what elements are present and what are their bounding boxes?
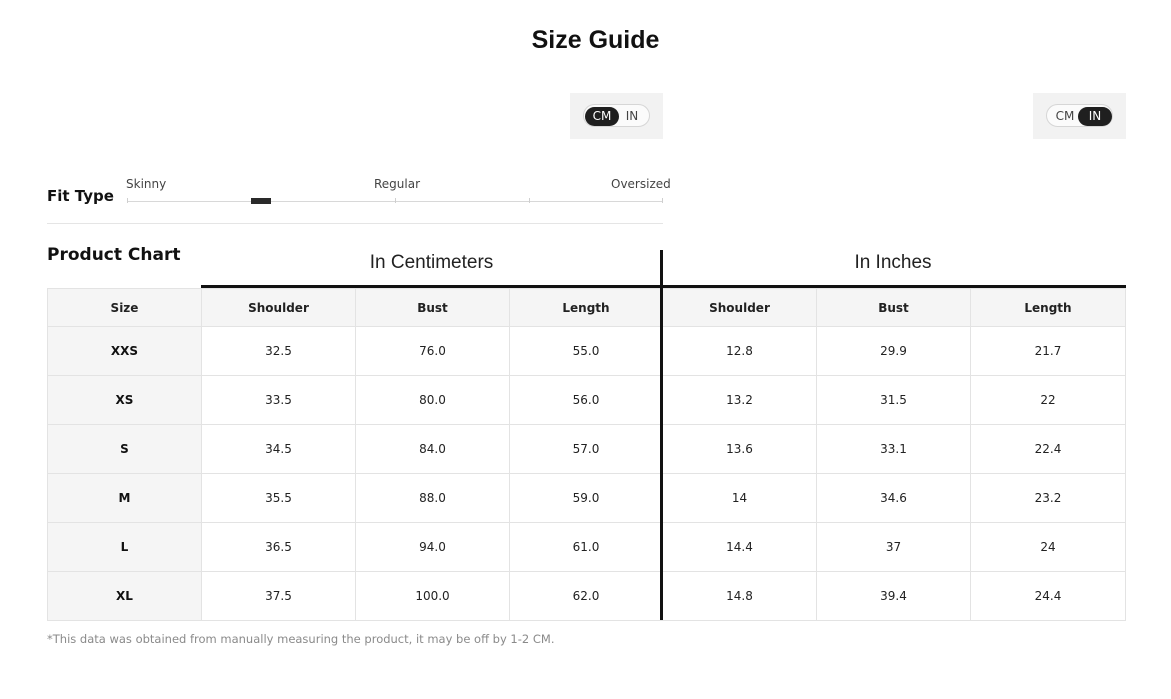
length-in-cell: 21.7	[971, 327, 1126, 376]
fit-tick	[662, 198, 663, 203]
column-header-shoulder-in: Shoulder	[663, 289, 817, 327]
length-cm-cell: 56.0	[510, 376, 663, 425]
bust-cm-cell: 80.0	[356, 376, 510, 425]
fit-slider-indicator	[251, 198, 271, 204]
fit-option-skinny: Skinny	[126, 177, 167, 191]
unit-panel-inches	[1033, 93, 1126, 139]
shoulder-cm-cell: 32.5	[202, 327, 356, 376]
table-row	[48, 523, 1126, 572]
fit-tick	[395, 198, 396, 203]
size-cell: XS	[48, 376, 202, 425]
length-cm-cell: 59.0	[510, 474, 663, 523]
unit-option-cm[interactable]: CM	[585, 107, 619, 126]
column-header-length-in: Length	[971, 289, 1126, 327]
unit-option-in[interactable]: IN	[625, 109, 639, 123]
centimeters-heading: In Centimeters	[369, 252, 494, 273]
unit-toggle-inches[interactable]	[1046, 104, 1113, 127]
bust-cm-cell: 76.0	[356, 327, 510, 376]
bust-in-cell: 31.5	[817, 376, 971, 425]
unit-option-cm[interactable]: CM	[1055, 109, 1075, 123]
column-header-bust-in: Bust	[817, 289, 971, 327]
product-chart-label: Product Chart	[47, 245, 181, 265]
bust-in-cell: 39.4	[817, 572, 971, 621]
measurement-footnote: *This data was obtained from manually measuring the product, it may be off by 1-2 CM.	[47, 632, 555, 646]
column-header-bust-cm: Bust	[356, 289, 510, 327]
table-row	[48, 327, 1126, 376]
fit-tick	[529, 198, 530, 203]
shoulder-in-cell: 14.8	[663, 572, 817, 621]
bust-in-cell: 33.1	[817, 425, 971, 474]
shoulder-in-cell: 14.4	[663, 523, 817, 572]
length-in-cell: 23.2	[971, 474, 1126, 523]
shoulder-in-cell: 14	[663, 474, 817, 523]
size-cell: XXS	[48, 327, 202, 376]
column-header-length-cm: Length	[510, 289, 663, 327]
unit-option-in[interactable]: IN	[1078, 107, 1112, 126]
length-cm-cell: 57.0	[510, 425, 663, 474]
shoulder-cm-cell: 35.5	[202, 474, 356, 523]
shoulder-cm-cell: 37.5	[202, 572, 356, 621]
length-in-cell: 24.4	[971, 572, 1126, 621]
size-cell: L	[48, 523, 202, 572]
size-cell: XL	[48, 572, 202, 621]
size-cell: S	[48, 425, 202, 474]
shoulder-in-cell: 13.2	[663, 376, 817, 425]
fit-tick	[127, 198, 128, 203]
shoulder-in-cell: 12.8	[663, 327, 817, 376]
fit-option-regular: Regular	[374, 177, 421, 191]
fit-option-oversized: Oversized	[611, 177, 671, 191]
bust-in-cell: 34.6	[817, 474, 971, 523]
table-header-row	[48, 289, 1126, 327]
inches-heading: In Inches	[854, 252, 932, 273]
divider	[47, 223, 663, 224]
unit-separator-line	[660, 250, 663, 620]
shoulder-cm-cell: 36.5	[202, 523, 356, 572]
table-row	[48, 425, 1126, 474]
column-header-shoulder-cm: Shoulder	[202, 289, 356, 327]
length-in-cell: 22	[971, 376, 1126, 425]
bust-cm-cell: 100.0	[356, 572, 510, 621]
bust-cm-cell: 94.0	[356, 523, 510, 572]
size-cell: M	[48, 474, 202, 523]
bust-cm-cell: 88.0	[356, 474, 510, 523]
shoulder-cm-cell: 34.5	[202, 425, 356, 474]
size-chart-table	[47, 288, 1126, 621]
table-row	[48, 474, 1126, 523]
bust-in-cell: 29.9	[817, 327, 971, 376]
shoulder-in-cell: 13.6	[663, 425, 817, 474]
column-header-size: Size	[48, 289, 202, 327]
bust-cm-cell: 84.0	[356, 425, 510, 474]
table-row	[48, 572, 1126, 621]
table-row	[48, 376, 1126, 425]
page-title: Size Guide	[531, 26, 660, 54]
length-in-cell: 22.4	[971, 425, 1126, 474]
length-cm-cell: 55.0	[510, 327, 663, 376]
shoulder-cm-cell: 33.5	[202, 376, 356, 425]
fit-type-label: Fit Type	[47, 187, 114, 205]
unit-toggle-centimeters[interactable]	[583, 104, 650, 127]
unit-panel-centimeters	[570, 93, 663, 139]
length-in-cell: 24	[971, 523, 1126, 572]
length-cm-cell: 61.0	[510, 523, 663, 572]
bust-in-cell: 37	[817, 523, 971, 572]
length-cm-cell: 62.0	[510, 572, 663, 621]
